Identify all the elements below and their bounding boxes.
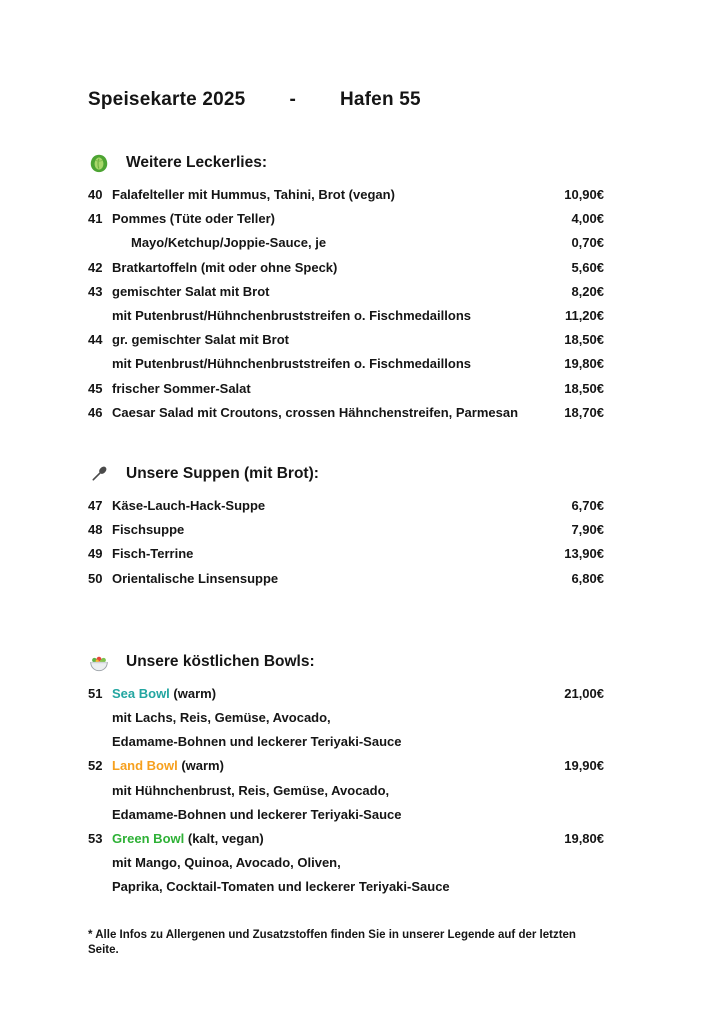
menu-section <box>88 651 604 900</box>
item-text: Fischsuppe <box>112 522 185 538</box>
item-price: 6,70€ <box>571 498 604 514</box>
spoon-icon <box>88 463 110 485</box>
menu-title: Speisekarte 2025 <box>88 89 246 110</box>
section-header <box>88 463 604 485</box>
item-number: 42 <box>88 259 103 275</box>
menu-row <box>88 851 604 875</box>
item-price: 19,80€ <box>564 356 604 372</box>
item-text: Green Bowl (kalt, vegan) <box>112 831 264 847</box>
item-number: 43 <box>88 283 103 299</box>
menu-row <box>88 352 604 376</box>
item-text: gr. gemischter Salat mit Brot <box>112 332 289 348</box>
item-text: mit Lachs, Reis, Gemüse, Avocado, <box>112 710 331 726</box>
item-text: Falafelteller mit Hummus, Tahini, Brot (vegan) <box>112 187 395 202</box>
item-price: 0,70€ <box>571 235 604 251</box>
menu-row <box>88 401 604 425</box>
item-price: 11,20€ <box>564 308 604 324</box>
item-name-highlight: Land Bowl <box>112 758 178 774</box>
item-text: gemischter Salat mit Brot <box>112 283 270 299</box>
item-number: 50 <box>88 570 103 586</box>
menu-row <box>88 567 604 591</box>
menu-row <box>88 256 604 280</box>
item-number: 46 <box>88 404 103 420</box>
item-price: 8,20€ <box>571 283 604 299</box>
menu-row <box>88 207 604 231</box>
menu-row <box>88 542 604 566</box>
item-number: 47 <box>88 498 103 514</box>
menu-row <box>88 328 604 352</box>
menu-section <box>88 463 604 591</box>
menu-row <box>88 827 604 851</box>
menu-row <box>88 730 604 754</box>
item-price: 4,00€ <box>571 211 604 227</box>
section-title: Weitere Leckerlies: <box>126 154 268 171</box>
menu-row <box>88 518 604 542</box>
item-price: 10,90€ <box>564 187 604 202</box>
item-number: 48 <box>88 522 103 538</box>
item-number: 53 <box>88 831 103 847</box>
item-price: 5,60€ <box>571 259 604 275</box>
item-price: 6,80€ <box>571 570 604 586</box>
section-title: Unsere köstlichen Bowls: <box>126 652 315 670</box>
item-text: Sea Bowl (warm) <box>112 685 217 701</box>
section-title: Unsere Suppen (mit Brot): <box>126 465 319 483</box>
menu-row <box>88 779 604 803</box>
menu-row <box>88 280 604 304</box>
menu-row <box>88 875 604 899</box>
menu-sections <box>88 152 604 900</box>
item-text: Edamame-Bohnen und leckerer Teriyaki-Sauce <box>112 734 402 750</box>
item-price: 18,70€ <box>564 404 604 420</box>
page-title <box>88 88 604 112</box>
item-text: mit Putenbrust/Hühnchenbruststreifen o. Fischmedaillons <box>112 356 471 372</box>
lettuce-icon <box>88 152 110 174</box>
section-header <box>88 651 604 673</box>
item-price: 19,90€ <box>564 758 604 774</box>
item-number: 44 <box>88 332 103 348</box>
item-text: Orientalische Linsensuppe <box>112 570 279 586</box>
menu-row <box>88 304 604 328</box>
item-text: Caesar Salad mit Croutons, crossen Hähnchenstreifen, Parmesan <box>112 404 519 420</box>
item-price: 7,90€ <box>571 522 604 538</box>
item-text: frischer Sommer-Salat <box>112 380 251 396</box>
item-number: 52 <box>88 758 103 774</box>
menu-row <box>88 494 604 518</box>
item-text: Paprika, Cocktail-Tomaten und leckerer Teriyaki-Sauce <box>112 879 450 895</box>
item-text: Fisch-Terrine <box>112 546 194 562</box>
section-header <box>88 152 604 174</box>
menu-row <box>88 231 604 255</box>
item-text: Käse-Lauch-Hack-Suppe <box>112 498 266 514</box>
menu-row <box>88 803 604 827</box>
menu-row <box>88 183 604 207</box>
item-price: 18,50€ <box>564 380 604 396</box>
menu-row <box>88 706 604 730</box>
item-text: mit Putenbrust/Hühnchenbruststreifen o. Fischmedaillons <box>112 308 471 324</box>
item-price: 18,50€ <box>564 332 604 348</box>
item-price: 19,80€ <box>564 831 604 847</box>
item-text: Mayo/Ketchup/Joppie-Sauce, je <box>131 235 327 251</box>
item-number: 40 <box>88 187 103 202</box>
menu-section <box>88 152 604 425</box>
allergen-note: * Alle Infos zu Allergenen und Zusatzstoffen finden Sie in unserer Legende auf der letzten Seite. <box>88 928 576 956</box>
item-number: 41 <box>88 211 103 227</box>
restaurant-name: Hafen 55 <box>339 89 421 110</box>
item-price: 13,90€ <box>564 546 604 562</box>
salad-bowl-icon <box>88 651 110 673</box>
item-number: 51 <box>88 685 103 701</box>
menu-row <box>88 682 604 706</box>
item-price: 21,00€ <box>564 685 604 701</box>
item-name-highlight: Green Bowl <box>112 831 185 847</box>
menu-row <box>88 754 604 778</box>
item-text: Edamame-Bohnen und leckerer Teriyaki-Sauce <box>112 806 402 822</box>
item-text: mit Mango, Quinoa, Avocado, Oliven, <box>112 855 341 871</box>
item-number: 45 <box>88 380 103 396</box>
item-number: 49 <box>88 546 103 562</box>
menu-row <box>88 377 604 401</box>
item-text: Pommes (Tüte oder Teller) <box>112 211 276 227</box>
item-text: Land Bowl (warm) <box>112 758 224 774</box>
item-text: mit Hühnchenbrust, Reis, Gemüse, Avocado, <box>112 782 390 798</box>
item-text: Bratkartoffeln (mit oder ohne Speck) <box>112 259 338 275</box>
title-separator: - <box>289 89 296 110</box>
item-name-highlight: Sea Bowl <box>112 685 170 701</box>
